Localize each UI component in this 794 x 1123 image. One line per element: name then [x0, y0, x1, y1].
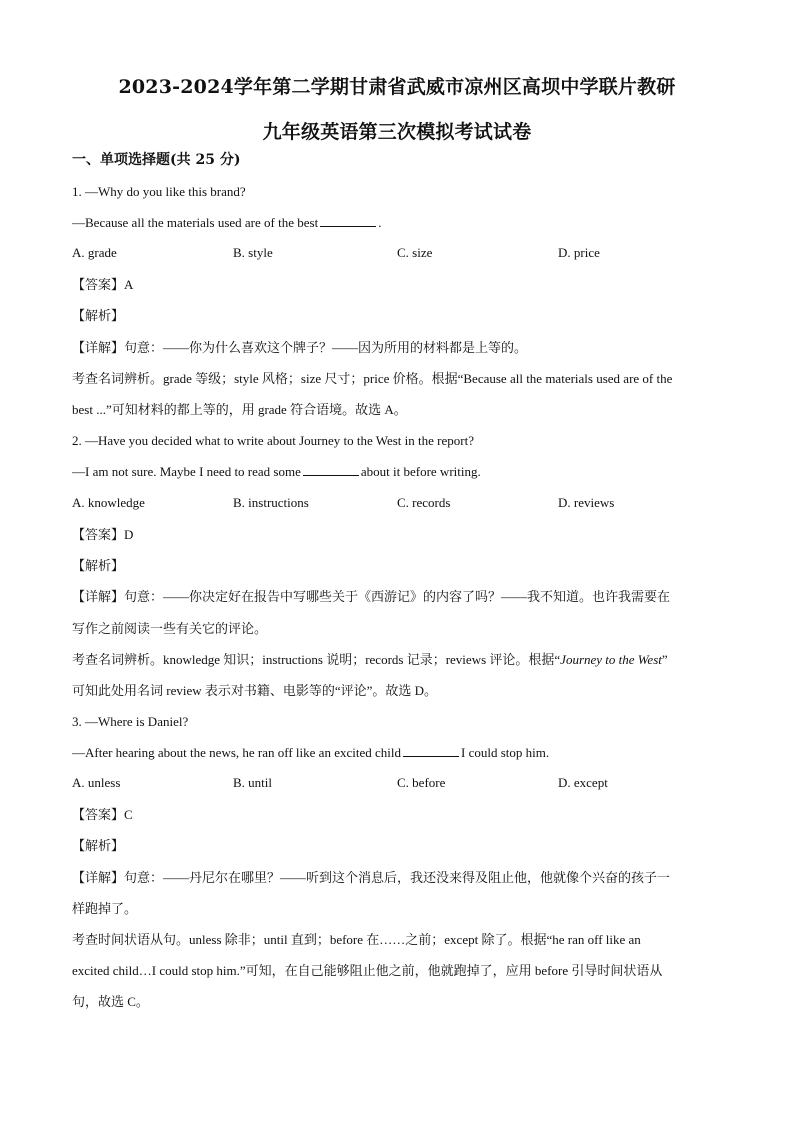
q2-answer-value: D: [124, 527, 134, 542]
q1-line2: [72, 214, 732, 231]
q3-line2-after: I could stop him.: [460, 745, 550, 760]
q3-analysis-label: [72, 837, 732, 855]
q1-detail-text: 句意：——你为什么喜欢这个牌子？——因为所用的材料都是上等的。: [124, 340, 528, 355]
q2-detail-line1: [72, 588, 732, 606]
q1-explanation-line2: best ...”可知材料的都上等的，用 grade 符合语境。故选 A。: [72, 402, 407, 417]
q1-option-c: C. size: [397, 245, 433, 260]
q3-line2: [72, 744, 732, 761]
q3-detail-line2: 样跑掉了。: [72, 901, 138, 916]
q2-exp1-italic: Journey to the West: [560, 652, 662, 667]
q3-explanation-line1: 考查时间状语从句。unless 除非；until 直到；before 在……之前；except 除了。根据“he ran off like an: [72, 932, 641, 947]
q1-analysis-label: [72, 307, 732, 325]
q2-line2-after: about it before writing.: [360, 464, 481, 479]
q1-line2-before: —Because all the materials used are of the best: [72, 215, 319, 230]
q2-line2: [72, 463, 732, 480]
detail-label: 【详解】: [72, 590, 125, 605]
analysis-label: 【解析】: [72, 309, 125, 324]
q2-line2-before: —I am not sure. Maybe I need to read some: [72, 464, 301, 479]
q2-blank: [303, 464, 359, 476]
detail-label: 【详解】: [72, 341, 125, 356]
q3-detail-text1: 句意：——丹尼尔在哪里？——听到这个消息后，我还没来得及阻止他，他就像个兴奋的孩子一: [124, 870, 671, 885]
q3-option-b: B. until: [233, 775, 273, 790]
q1-detail: [72, 339, 732, 357]
answer-label: 【答案】: [72, 528, 125, 543]
q2-option-b: B. instructions: [233, 495, 309, 510]
q2-exp1-before: 考查名词辨析。knowledge 知识；instructions 说明；records 记录；reviews 评论。根据“: [72, 652, 561, 667]
q3-line2-before: —After hearing about the news, he ran off like an excited child: [72, 745, 401, 760]
q2-detail-line2: 写作之前阅读一些有关它的评论。: [72, 621, 268, 636]
q2-explanation-line1: [72, 651, 732, 668]
document-title-line2: 九年级英语第三次模拟考试试卷: [262, 121, 532, 143]
q3-explanation-line2: excited child…I could stop him.”可知，在自己能够阻止他之前，他就跑掉了，应用 before 引导时间状语从: [72, 963, 663, 978]
q1-answer: [72, 276, 732, 294]
analysis-label: 【解析】: [72, 559, 125, 574]
q2-answer: [72, 526, 732, 544]
section-heading: 一、单项选择题(共 25 分): [72, 152, 241, 168]
q3-option-a: A. unless: [72, 775, 121, 790]
q2-detail-text1: 句意：——你决定好在报告中写哪些关于《西游记》的内容了吗？——我不知道。也许我需要在: [124, 589, 671, 604]
q1-option-b: B. style: [233, 245, 273, 260]
q3-stem: 3. —Where is Daniel?: [72, 714, 189, 729]
q3-explanation-line3: 句，故选 C。: [72, 994, 149, 1009]
q3-detail-line1: [72, 869, 732, 887]
q3-option-d: D. except: [558, 775, 608, 790]
answer-label: 【答案】: [72, 808, 125, 823]
q1-stem: 1. —Why do you like this brand?: [72, 184, 246, 199]
document-title-line1: 2023-2024学年第二学期甘肃省武威市凉州区高坝中学联片教研: [118, 76, 676, 98]
q1-option-d: D. price: [558, 245, 600, 260]
q1-explanation-line1: 考查名词辨析。grade 等级；style 风格；size 尺寸；price 价格。根据“Because all the materials used are of the: [72, 371, 673, 386]
q1-line2-after: .: [378, 215, 382, 230]
q2-stem: 2. —Have you decided what to write about Journey to the West in the report?: [72, 433, 474, 448]
q2-option-d: D. reviews: [558, 495, 615, 510]
q2-option-c: C. records: [397, 495, 451, 510]
analysis-label: 【解析】: [72, 839, 125, 854]
q1-option-a: A. grade: [72, 245, 117, 260]
q2-explanation-line2: 可知此处用名词 review 表示对书籍、电影等的“评论”。故选 D。: [72, 683, 438, 698]
q2-option-a: A. knowledge: [72, 495, 145, 510]
q1-blank: [320, 215, 376, 227]
answer-label: 【答案】: [72, 278, 125, 293]
q3-option-c: C. before: [397, 775, 446, 790]
q3-answer-value: C: [124, 807, 133, 822]
q3-blank: [403, 745, 459, 757]
detail-label: 【详解】: [72, 871, 125, 886]
q3-answer: [72, 806, 732, 824]
q2-exp1-after: ”: [661, 652, 668, 667]
q2-analysis-label: [72, 557, 732, 575]
q1-answer-value: A: [124, 277, 134, 292]
